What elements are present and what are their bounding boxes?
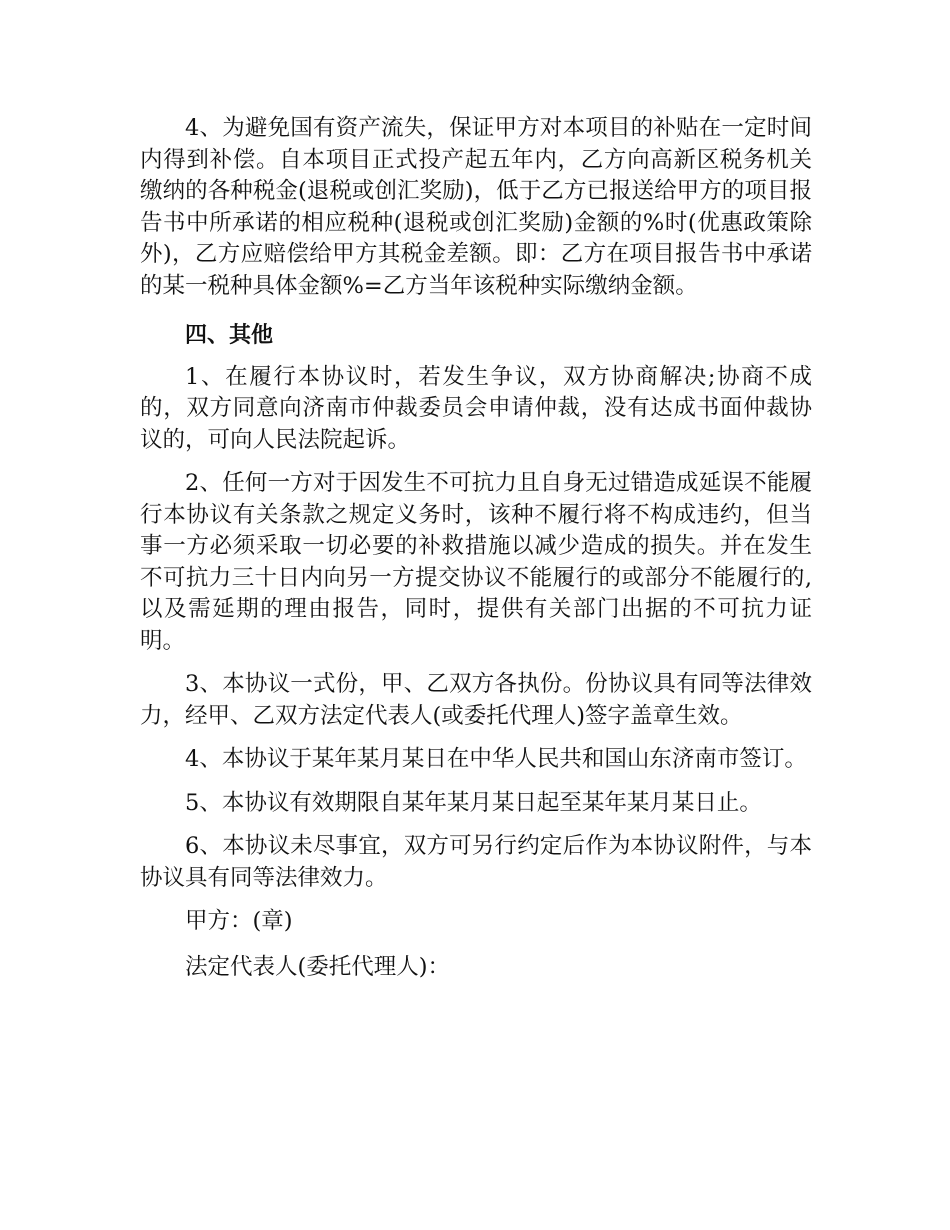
clause-dispute: 1、在履行本协议时，若发生争议，双方协商解决;协商不成的，双方同意向济南市仲裁委员会申请仲裁，没有达成书面仲裁协议的，可向人民法院起诉。 [140,363,812,453]
paragraph-tax-compensation: 4、为避免国有资产流失，保证甲方对本项目的补贴在一定时间内得到补偿。自本项目正式投产起五年内，乙方向高新区税务机关缴纳的各种税金(退税或创汇奖励)，低于乙方已报送给甲方的项目报告书中所承诺的相应税种(退税或创汇奖励)金额的%时(优惠政策除外)，乙方应赔偿给甲方其税金差额。即：乙方在项目报告书中承诺的某一税种具体金额%=乙方当年该税种实际缴纳金额。 [140,115,812,299]
section-heading-other: 四、其他 [185,323,274,348]
legal-representative: 法定代表人(委托代理人)： [185,953,451,980]
clause-signing-place: 4、本协议于某年某月某日在中华人民共和国山东济南市签订。 [185,746,807,772]
document-page [140,113,812,997]
clause-force-majeure: 2、任何一方对于因发生不可抗力且自身无过错造成延误不能履行本协议有关条款之规定义务时，该种不履行将不构成违约，但当事一方必须采取一切必要的补救措施以减少造成的损失。并在发生不可抗力三十日内向另一方提交协议不能履行的或部分不能履行的,以及需延期的理由报告，同时，提供有关部门出据的不可抗力证明。 [140,470,812,654]
clause-copies: 3、本协议一式份，甲、乙双方各执份。份协议具有同等法律效力，经甲、乙双方法定代表人(或委托代理人)签字盖章生效。 [140,671,812,729]
clause-validity: 5、本协议有效期限自某年某月某日起至某年某月某日止。 [185,789,762,816]
party-a-seal: 甲方：(章) [185,908,293,934]
clause-unresolved: 6、本协议未尽事宜，双方可另行约定后作为本协议附件，与本协议具有同等法律效力。 [140,833,812,891]
